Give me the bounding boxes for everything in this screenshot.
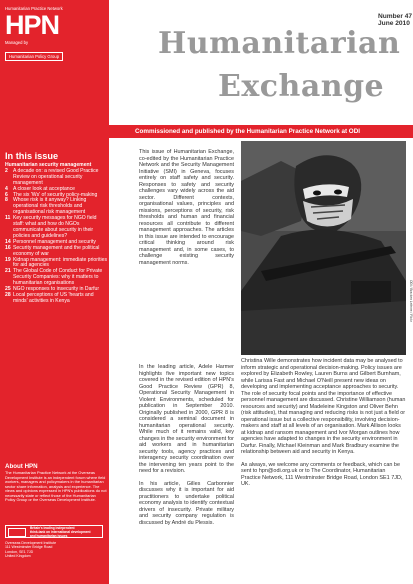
contents-item-title: Kidnap management: immediate priorities for aid agencies — [13, 256, 107, 269]
contents-page-number: 19 — [5, 256, 11, 263]
wille-paragraph: Christina Wille demonstrates how incident data may be analysed to inform strategic and operational decision-making. Policy issues are explored by Elizabeth Rowley, Lauren Burns and Gilbert Burnham, while Larissa Fast and Michael O'Neill present new ideas on developing and implementing acceptance approaches to security. The role of security focal points and the importance of effective personnel management are discussed. Christine Williamson (human resources and security) and Madeleine Kingston and Oliver Behn (risk attitudes), that managing and reducing risks is not just a field or operational issue but a collective responsibility, involving decision-makers and staff at all levels of an organisation. Mark Allison looks at kidnap and ransom management and Ivor Morgan outlines how agencies have adapted to changes in the security environment in Darfur. Finally, Michael Kleinman and Mark Bradbury examine the relationship between aid and security in Kenya. — [241, 358, 406, 455]
contents-item-title: The six 'Ws' of security policy-making — [13, 191, 98, 198]
odi-logo-icon — [8, 528, 26, 537]
masked-fighter-image — [241, 141, 406, 355]
contents-item — [5, 169, 107, 187]
contents-page-number: 16 — [5, 244, 11, 251]
contents-item-title: Humanitarian security management — [5, 162, 92, 168]
contents-list — [5, 163, 107, 305]
managed-by: Managed by — [5, 40, 29, 45]
contents-item-title: The Global Code of Conduct for Private Security Companies: why it matters to humanitarian organisations — [13, 268, 103, 287]
contents-item — [5, 293, 107, 305]
contents-item — [5, 246, 107, 258]
photo-credit-text: ODI / Bracken Lefevre / Flickr — [409, 280, 413, 322]
sidebar — [0, 0, 109, 584]
hpg-box: Humanitarian Policy Group — [5, 52, 63, 61]
odi-line-1: Britain's leading independent — [30, 526, 75, 530]
contents-page-number: 6 — [5, 191, 8, 198]
photo-credit — [407, 280, 413, 340]
contents-item-title: Whose risk is it anyway? Linking operational risk thresholds and organisational risk management — [13, 197, 87, 216]
contents-page-number: 11 — [5, 215, 11, 222]
contact-org: Overseas Development Institute — [5, 541, 57, 545]
odi-line-3: and humanitarian issues — [30, 533, 68, 538]
contents-item-title: Local perceptions of US 'hearts and minds' activities in Kenya — [13, 291, 94, 304]
odi-line-2: think-tank on international development — [30, 529, 91, 534]
article-column-1 — [139, 149, 234, 272]
contents-page-number: 14 — [5, 238, 11, 245]
contents-item-title: Security management and the political economy of war — [13, 244, 100, 257]
article-column-3 — [241, 358, 406, 494]
contents-item-title: NGO responses to insecurity in Darfur — [13, 286, 100, 293]
contents-item-title: Personnel management and security — [13, 238, 96, 245]
contents-page-number: 25 — [5, 286, 11, 293]
cover-photo — [241, 141, 406, 355]
carbonnier-paragraph: In his article, Gilles Carbonnier discusses why it is important for aid practitioners to undertake political economy analysis to identify contextual drivers of insecurity. Private military and security company regulation is discussed by André du Plessis. — [139, 480, 234, 526]
contact-addr1: 111 Westminster Bridge Road — [5, 545, 53, 550]
article-column-2 — [139, 364, 234, 532]
contents-item-title: A decade on: a revised Good Practice Review on operational security management — [13, 167, 99, 186]
contact-addr2: London, SE1 7JD — [5, 549, 34, 554]
issue-number-text: Number 47 — [378, 13, 413, 20]
contents-item — [5, 269, 107, 287]
contact-addr3: United Kingdom — [5, 553, 31, 558]
issue-date: June 2010 — [378, 20, 410, 28]
masthead-exchange: Exchange — [218, 69, 385, 104]
feedback-paragraph: As always, we welcome any comments or feedback, which can be sent to hpn@odi.org.uk or to The Coordinator, Humanitarian Practice Network, 111 Westminster Bridge Road, London SE1 7JD, UK. — [241, 461, 403, 487]
in-this-issue-title: In this issue — [5, 151, 59, 161]
contents-page-number: 21 — [5, 268, 11, 275]
leading-article-paragraph: In the leading article, Adele Harmer highlights five important new topics covered in the revised edition of HPN's Good Practice Review (GPR) 8, Operational Security Management in Violent Environments, scheduled for publication in September 2010. Originally published in 2000, GPR 8 is considered a seminal document in humanitarian operational security. While much of it remains valid, key changes in the security environment for aid workers and in humanitarian security tools, agency practices and interagency security coordination over the intervening ten years point to the need for a revision. — [139, 364, 234, 474]
contents-page-number: 8 — [5, 197, 8, 204]
commission-banner: Commissioned and published by the Humanitarian Practice Network at ODI — [109, 125, 413, 138]
contents-item-title: Key security messages for NGO field staff: what and how do NGOs communicate about security in their policies and guidelines? — [13, 215, 97, 239]
contents-page-number: 4 — [5, 185, 8, 192]
about-hpn — [5, 463, 107, 503]
brand-tagline: Humanitarian Practice Network — [5, 6, 63, 11]
hpn-brand — [5, 6, 105, 63]
masthead-humanitarian: Humanitarian — [158, 26, 401, 61]
about-text: The Humanitarian Practice Network at the Overseas Development Institute is an independent forum where field workers, managers and policymakers in the humanitarian sector share information, analysis and experience. The views and opinions expressed in HPN's publications do not necessarily state or reflect those of the Humanitarian Policy Group or the Overseas Development Institute. — [5, 470, 107, 502]
contents-page-number: 28 — [5, 291, 11, 298]
contact-block — [5, 541, 107, 558]
odi-box — [5, 525, 103, 538]
contents-item-title: A closer look at acceptance — [13, 185, 76, 192]
contents-item — [5, 216, 107, 240]
intro-paragraph: This issue of Humanitarian Exchange, co-edited by the Humanitarian Practice Network and the Security Management Initiative (SMI) in Geneva, focuses entirely on staff safety and security. Responses to safety and security challenges vary widely across the aid sector. Different contexts, organisational values, principles and missions, perceptions of security, risk thresholds and human and financial resources all contribute to different management approaches. The articles in this issue are intended to encourage critical thinking around risk management and, in some cases, to challenge existing security management norms. — [139, 149, 234, 266]
contents-page-number: 2 — [5, 167, 8, 174]
about-title: About HPN — [5, 463, 38, 470]
hpn-logo: HPN — [5, 10, 60, 40]
contents-item — [5, 198, 107, 216]
